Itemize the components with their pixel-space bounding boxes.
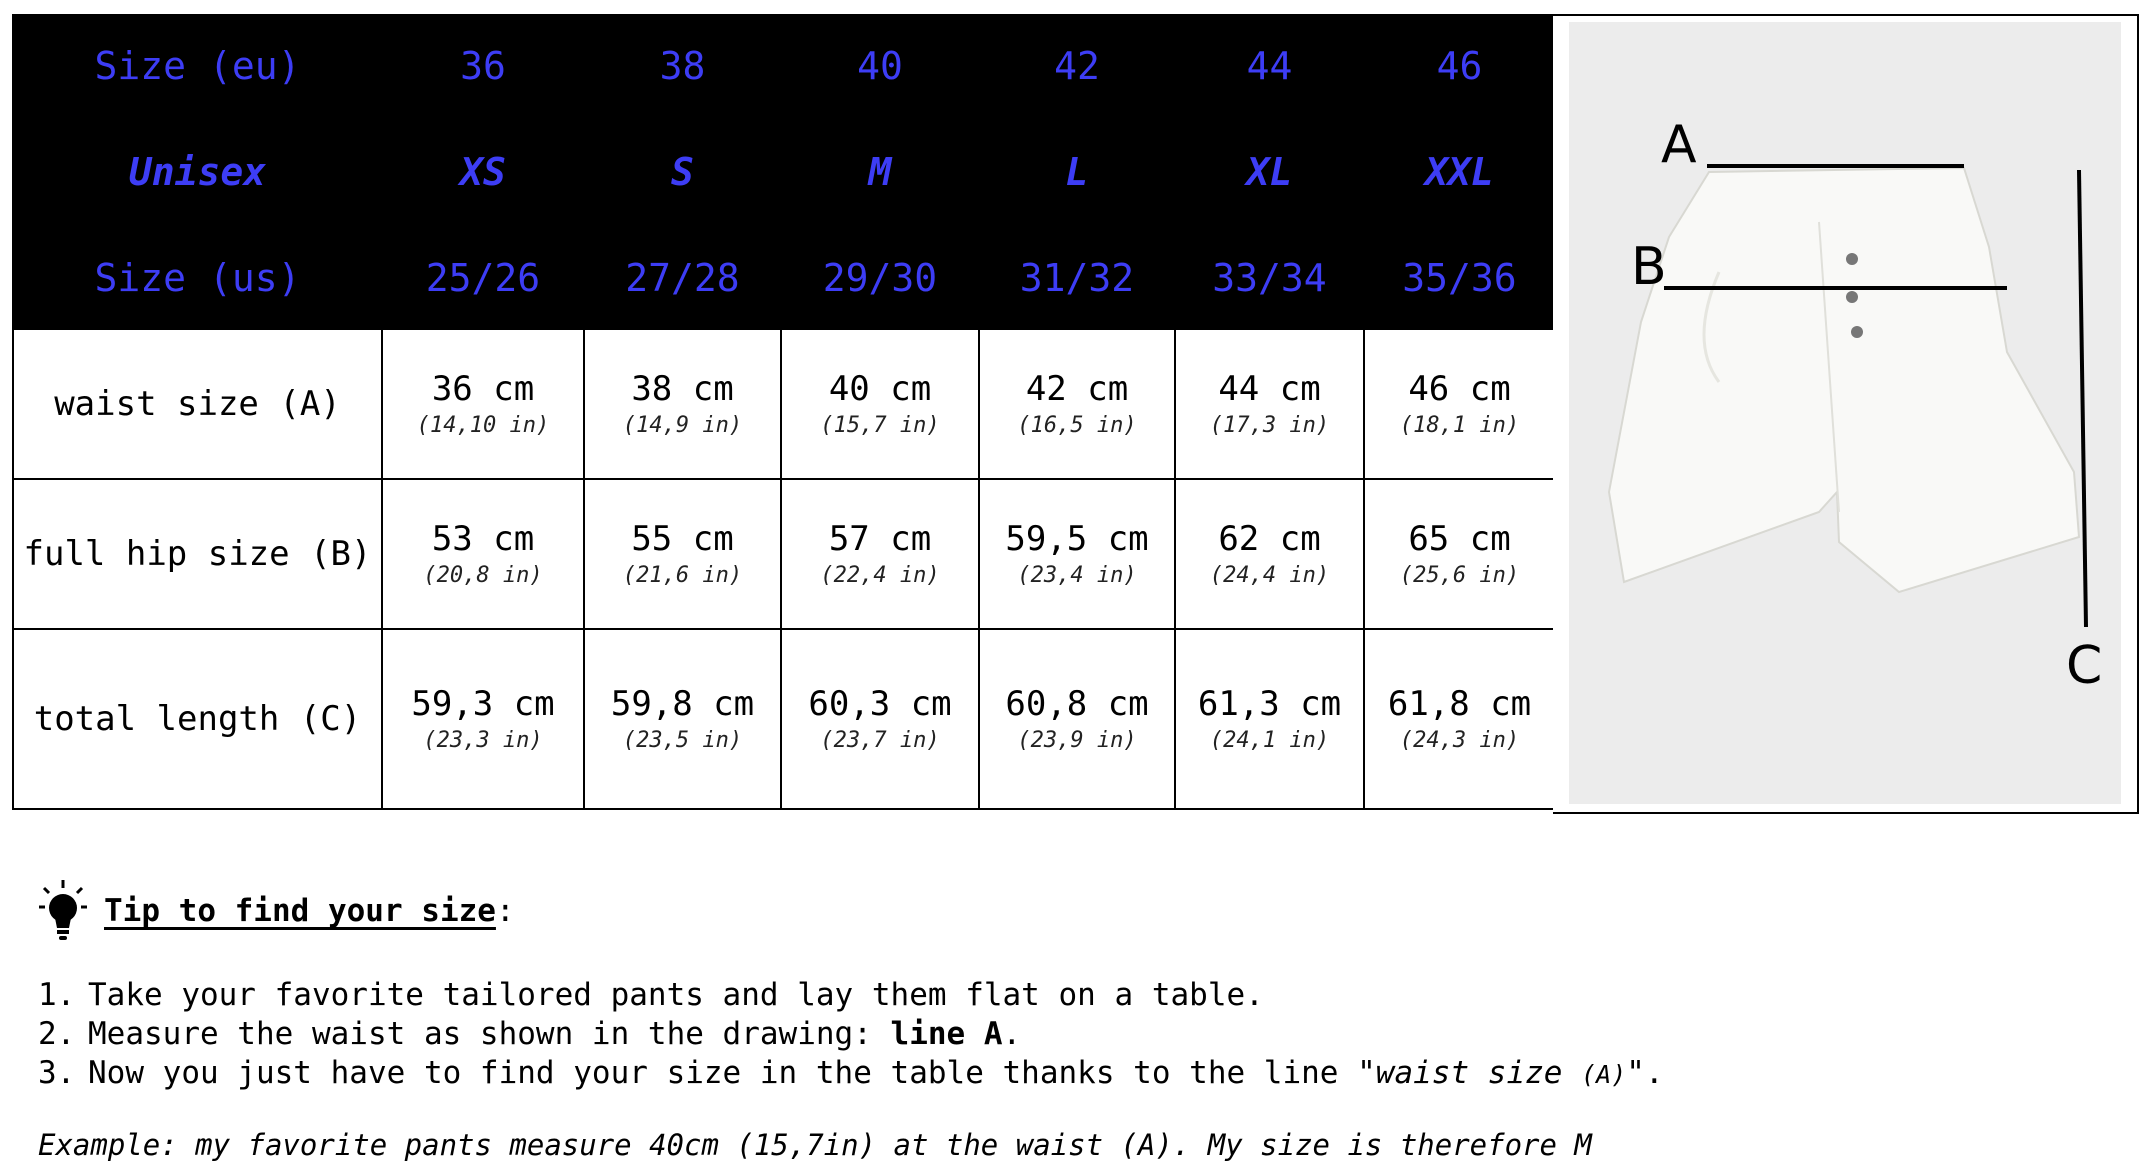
cm-value: 59,3 cm bbox=[411, 684, 555, 724]
step-italic: waist size bbox=[1375, 1055, 1582, 1091]
waist-cell bbox=[979, 329, 1175, 479]
inch-value: (23,7 in) bbox=[820, 728, 940, 753]
inch-value: (23,4 in) bbox=[1017, 563, 1137, 588]
cm-value: 42 cm bbox=[1025, 369, 1129, 409]
tip-section bbox=[38, 876, 2118, 1162]
step-end: . bbox=[1002, 1016, 1022, 1052]
unisex-cell: XL bbox=[1175, 117, 1364, 227]
step-text: Now you just have to find your size in the table thanks to the line bbox=[88, 1055, 1358, 1091]
button-icon bbox=[1851, 326, 1863, 338]
unisex-cell: XXL bbox=[1364, 117, 1555, 227]
step-text: Take your favorite tailored pants and lay them flat on a table. bbox=[88, 977, 1264, 1013]
inch-value: (24,3 in) bbox=[1399, 728, 1520, 753]
cm-value: 53 cm bbox=[431, 519, 535, 559]
size-us-row bbox=[13, 227, 1555, 329]
size-us-label: Size (us) bbox=[13, 227, 382, 329]
size-us-cell: 33/34 bbox=[1175, 227, 1364, 329]
waist-cell bbox=[382, 329, 584, 479]
label-c: C bbox=[2066, 636, 2103, 696]
length-label: total length (C) bbox=[13, 629, 382, 809]
label-a: A bbox=[1661, 115, 1697, 175]
inch-value: (20,8 in) bbox=[423, 563, 543, 588]
waist-cell bbox=[584, 329, 781, 479]
waist-cell bbox=[781, 329, 979, 479]
inch-value: (23,3 in) bbox=[423, 728, 543, 753]
hip-cell bbox=[1175, 479, 1364, 629]
label-b: B bbox=[1631, 237, 1667, 297]
length-cell bbox=[584, 629, 781, 809]
inch-value: (25,6 in) bbox=[1399, 563, 1520, 588]
length-cell bbox=[382, 629, 584, 809]
size-us-cell: 25/26 bbox=[382, 227, 584, 329]
size-eu-cell: 38 bbox=[584, 15, 781, 117]
hip-row bbox=[13, 479, 1555, 629]
inch-value: (18,1 in) bbox=[1399, 413, 1520, 438]
size-eu-label: Size (eu) bbox=[13, 15, 382, 117]
inch-value: (16,5 in) bbox=[1017, 413, 1137, 438]
hip-cell bbox=[979, 479, 1175, 629]
hip-cell bbox=[781, 479, 979, 629]
cm-value: 61,8 cm bbox=[1387, 684, 1532, 724]
length-row bbox=[13, 629, 1555, 809]
inch-value: (23,5 in) bbox=[622, 728, 743, 753]
size-us-cell: 29/30 bbox=[781, 227, 979, 329]
tip-header bbox=[38, 876, 2118, 946]
line-c bbox=[2079, 170, 2086, 627]
length-cell bbox=[781, 629, 979, 809]
waist-cell bbox=[1364, 329, 1555, 479]
cm-value: 59,8 cm bbox=[610, 684, 755, 724]
pants-drawing-panel bbox=[1553, 14, 2139, 814]
example-text: Example: my favorite pants measure 40cm (15,7in) at the waist (A). My size is therefore M bbox=[38, 1128, 1592, 1162]
size-eu-cell: 42 bbox=[979, 15, 1175, 117]
pants-shape bbox=[1609, 168, 2079, 592]
pants-illustration bbox=[1569, 22, 2121, 804]
cm-value: 36 cm bbox=[431, 369, 535, 409]
cm-value: 55 cm bbox=[631, 519, 734, 559]
step-highlight: line A bbox=[890, 1016, 1003, 1052]
quote-close: " bbox=[1626, 1055, 1645, 1091]
size-eu-row bbox=[13, 15, 1555, 117]
list-item bbox=[38, 976, 2118, 1015]
size-us-cell: 27/28 bbox=[584, 227, 781, 329]
unisex-label: Unisex bbox=[13, 117, 382, 227]
tip-title: Tip to find your size bbox=[104, 893, 496, 929]
step-italic-small: (A) bbox=[1581, 1060, 1627, 1089]
waist-row bbox=[13, 329, 1555, 479]
list-item bbox=[38, 1015, 2118, 1054]
step-number: 3. bbox=[38, 1055, 76, 1091]
inch-value: (24,1 in) bbox=[1209, 728, 1330, 753]
tip-colon: : bbox=[495, 893, 515, 929]
steps-list bbox=[38, 976, 2118, 1094]
cm-value: 65 cm bbox=[1408, 519, 1511, 559]
step-end: . bbox=[1644, 1055, 1664, 1091]
length-cell bbox=[979, 629, 1175, 809]
inch-value: (24,4 in) bbox=[1209, 563, 1330, 588]
waist-cell bbox=[1175, 329, 1364, 479]
inch-value: (14,9 in) bbox=[622, 413, 743, 438]
inch-value: (23,9 in) bbox=[1017, 728, 1137, 753]
cm-value: 61,3 cm bbox=[1197, 684, 1342, 724]
size-us-cell: 35/36 bbox=[1364, 227, 1555, 329]
quote-open: " bbox=[1357, 1055, 1376, 1091]
cm-value: 62 cm bbox=[1218, 519, 1321, 559]
inch-value: (14,10 in) bbox=[416, 413, 550, 438]
cm-value: 46 cm bbox=[1408, 369, 1511, 409]
cm-value: 60,8 cm bbox=[1005, 684, 1149, 724]
step-number: 1. bbox=[38, 977, 76, 1013]
cm-value: 60,3 cm bbox=[808, 684, 952, 724]
size-eu-cell: 46 bbox=[1364, 15, 1555, 117]
hip-cell bbox=[584, 479, 781, 629]
size-us-cell: 31/32 bbox=[979, 227, 1175, 329]
size-eu-cell: 40 bbox=[781, 15, 979, 117]
cm-value: 38 cm bbox=[631, 369, 734, 409]
hip-cell bbox=[382, 479, 584, 629]
size-eu-cell: 36 bbox=[382, 15, 584, 117]
inch-value: (22,4 in) bbox=[820, 563, 940, 588]
waist-label: waist size (A) bbox=[13, 329, 382, 479]
cm-value: 40 cm bbox=[828, 369, 932, 409]
inch-value: (17,3 in) bbox=[1209, 413, 1330, 438]
inch-value: (21,6 in) bbox=[622, 563, 743, 588]
inch-value: (15,7 in) bbox=[820, 413, 940, 438]
cm-value: 59,5 cm bbox=[1005, 519, 1149, 559]
unisex-cell: XS bbox=[382, 117, 584, 227]
unisex-cell: S bbox=[584, 117, 781, 227]
cm-value: 44 cm bbox=[1218, 369, 1321, 409]
step-number: 2. bbox=[38, 1016, 76, 1052]
unisex-cell: M bbox=[781, 117, 979, 227]
hip-label: full hip size (B) bbox=[13, 479, 382, 629]
cm-value: 57 cm bbox=[828, 519, 932, 559]
length-cell bbox=[1364, 629, 1555, 809]
unisex-cell: L bbox=[979, 117, 1175, 227]
pants-drawing bbox=[1569, 22, 2121, 804]
size-table bbox=[12, 14, 1556, 810]
button-icon bbox=[1846, 253, 1858, 265]
lightbulb-icon bbox=[38, 876, 98, 946]
unisex-row bbox=[13, 117, 1555, 227]
length-cell bbox=[1175, 629, 1364, 809]
hip-cell bbox=[1364, 479, 1555, 629]
step-text: Measure the waist as shown in the drawing: bbox=[88, 1016, 891, 1052]
button-icon bbox=[1846, 291, 1858, 303]
list-item bbox=[38, 1054, 2118, 1094]
size-eu-cell: 44 bbox=[1175, 15, 1364, 117]
